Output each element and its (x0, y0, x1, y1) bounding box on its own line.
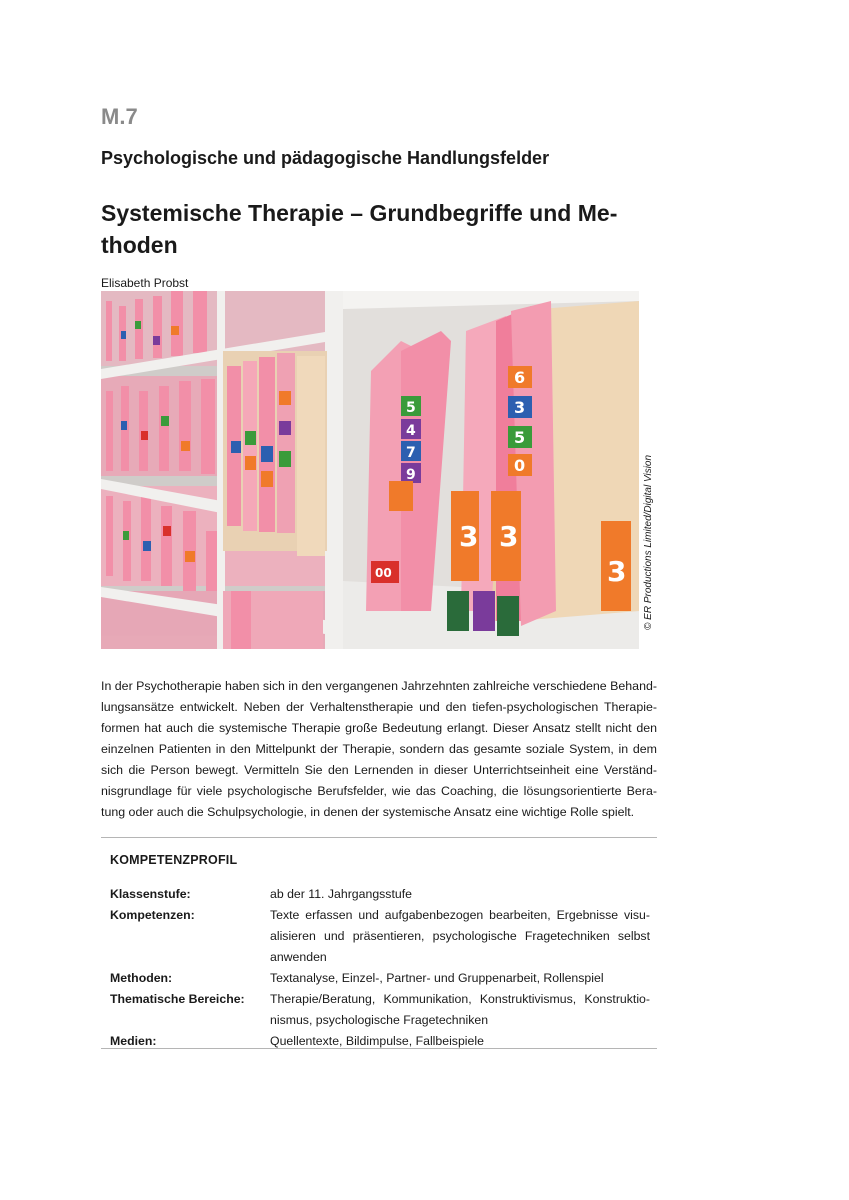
kompetenzprofil-table (110, 884, 650, 1052)
svg-text:9: 9 (406, 467, 416, 483)
file-archive-illustration (101, 291, 639, 649)
profile-value: Textanalyse, Einzel-, Partner- und Gruppenarbeit, Rollenspiel (270, 971, 604, 985)
intro-paragraph: In der Psychotherapie haben sich in den vergangenen Jahrzehnten zahlreiche verschiedene Behandlungsansätze entwickelt. Neben der Verhaltenstherapie und den tiefen-psychologischen Therapieformen hat auch die systemische Therapie große Bedeutung erlangt. Dieser Ansatz stellt nicht den einzelnen Patienten in den Mittelpunkt der Therapie, sondern das gesamte soziale System, in dem sich die Person bewegt. Vermitteln Sie den Lernenden in dieser Unterrichtseinheit eine Verständnisgrundlage für viele psychologische Berufsfelder, wie das Coaching, die lösungsorientierte Beratung oder auch die Schulpsychologie, in denen der systemische Ansatz eine wichtige Rolle spielt. (101, 679, 657, 819)
profile-key: Kompetenzen: (110, 908, 195, 922)
profile-bottom-rule (101, 1048, 657, 1049)
document-title: Systemische Therapie – Grundbegriffe und Methoden (101, 200, 618, 258)
profile-value: Therapie/Beratung, Kommunikation, Konstruktivismus, Konstruktionismus, psychologische Fragetechniken (270, 992, 650, 1027)
svg-text:4: 4 (406, 423, 416, 439)
profile-value: ab der 11. Jahrgangsstufe (270, 887, 412, 901)
profile-key: Klassenstufe: (110, 887, 191, 901)
svg-text:7: 7 (406, 445, 416, 461)
profile-key: Thematische Bereiche: (110, 992, 245, 1006)
author-name: Elisabeth Probst (101, 276, 189, 290)
svg-text:5: 5 (406, 400, 416, 416)
profile-row (110, 989, 650, 1031)
svg-text:3: 3 (499, 520, 519, 553)
profile-top-rule (101, 837, 657, 838)
svg-text:00: 00 (375, 566, 392, 580)
svg-text:3: 3 (514, 398, 526, 417)
file-archive-photo (101, 291, 639, 649)
profile-key: Medien: (110, 1034, 157, 1048)
svg-text:3: 3 (607, 555, 627, 588)
photo-credit: © ER Productions Limited/Digital Vision (643, 454, 654, 630)
svg-text:6: 6 (514, 368, 526, 387)
profile-row (110, 884, 650, 905)
kompetenzprofil-heading: KOMPETENZPROFIL (110, 853, 238, 867)
profile-value: Texte erfassen und aufgabenbezogen bearbeiten, Ergebnisse visualisieren und präsentieren, psychologische Fragetechniken selbst anwenden (270, 908, 650, 964)
material-code: M.7 (101, 104, 138, 129)
section-heading: Psychologische und pädagogische Handlungsfelder (101, 148, 550, 168)
profile-value: Quellentexte, Bildimpulse, Fallbeispiele (270, 1034, 484, 1048)
svg-text:0: 0 (514, 456, 526, 475)
svg-text:3: 3 (459, 520, 479, 553)
profile-row (110, 968, 650, 989)
profile-key: Methoden: (110, 971, 173, 985)
profile-row (110, 905, 650, 968)
svg-text:5: 5 (514, 428, 526, 447)
